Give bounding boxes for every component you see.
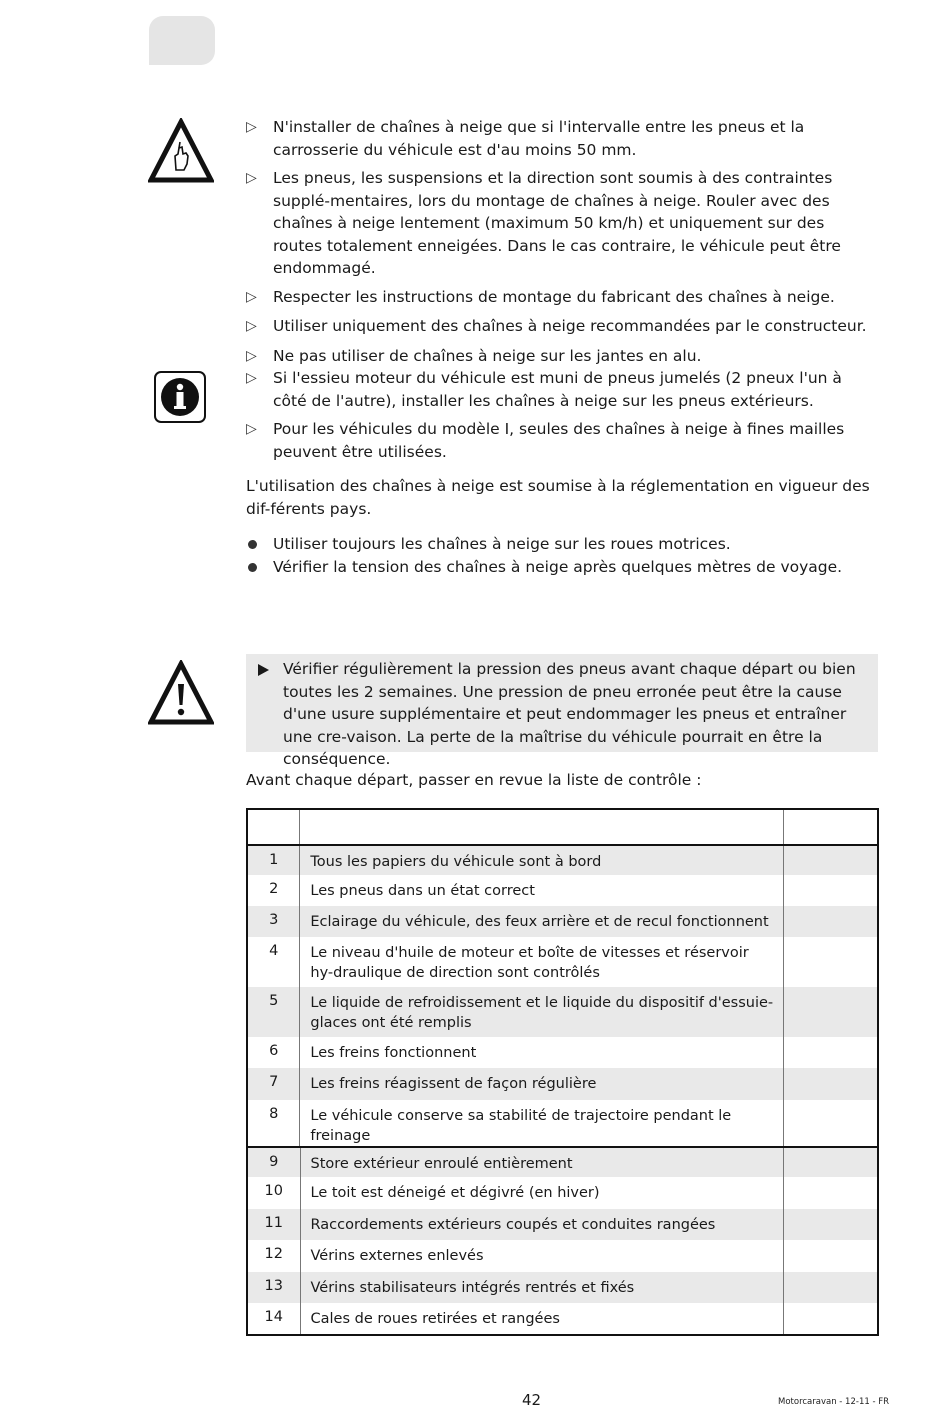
table-row: 4 Le niveau d'huile de moteur et boîte de vitesses et réservoir hy-draulique de direction sont contrôlés [247,937,878,987]
table-row: 13 Vérins stabilisateurs intégrés rentrés et fixés [247,1272,878,1303]
check-box[interactable] [784,1100,878,1147]
table-row: 9 Store extérieur enroulé entièrement [247,1147,878,1177]
exclamation-warning-icon [148,660,214,726]
document-reference: Motorcaravan - 12-11 - FR [778,1397,890,1407]
info-icon [153,370,207,424]
snow-chain-info [246,367,878,578]
checklist-table-1 [246,808,879,1148]
regulation-paragraph: L'utilisation des chaînes à neige est soumise à la réglementation en vigueur des dif-férents pays. [246,477,870,518]
list-item: ▷ Respecter les instructions de montage du fabricant des chaînes à neige. [246,287,835,306]
table-row: 10 Le toit est déneigé et dégivré (en hiver) [247,1177,878,1209]
check-box[interactable] [784,875,878,906]
table-row: 5 Le liquide de refroidissement et le liquide du dispositif d'essuie-glaces ont été remplis [247,987,878,1037]
table-row: 12 Vérins externes enlevés [247,1240,878,1272]
check-box[interactable] [784,937,878,987]
table-row: 8 Le véhicule conserve sa stabilité de trajectoire pendant le freinage [247,1100,878,1147]
table-row: 3 Eclairage du véhicule, des feux arrière et de recul fonctionnent [247,906,878,937]
check-box[interactable] [784,1240,878,1272]
list-item: ▷ Utiliser uniquement des chaînes à neige recommandées par le constructeur. [246,317,867,335]
checklist-table-2 [246,1146,879,1336]
snow-chain-warning-list [246,116,878,367]
check-box[interactable] [784,1147,878,1177]
check-box[interactable] [784,987,878,1037]
warning-text: Vérifier régulièrement la pression des pneus avant chaque départ ou bien toutes les 2 semaines. Une pression de pneu erronée peut être la cause d'une usure supplémentaire et peut endommager les pneus et entraîner une cre-vaison. La perte de la maîtrise du véhicule pourrait en être la conséquence. [258,658,873,771]
bullet-item: Vérifier la tension des chaînes à neige après quelques mètres de voyage. [246,556,878,579]
table-row: 1 Tous les papiers du véhicule sont à bord [247,845,878,875]
table-row: 7 Les freins réagissent de façon régulière [247,1068,878,1100]
hand-warning-icon [148,118,214,184]
check-box[interactable] [784,1068,878,1100]
list-item: ▷ Ne pas utiliser de chaînes à neige sur les jantes en alu. [246,346,702,365]
checklist-intro: Avant chaque départ, passer en revue la liste de contrôle : [246,771,702,789]
table-row: 11 Raccordements extérieurs coupés et conduites rangées [247,1209,878,1240]
check-box[interactable] [784,1272,878,1303]
check-box[interactable] [784,1177,878,1209]
bullet-item: Utiliser toujours les chaînes à neige sur les roues motrices. [246,533,878,556]
page-number: 42 [522,1391,542,1409]
check-box[interactable] [784,1037,878,1068]
table-row: 14 Cales de roues retirées et rangées [247,1303,878,1335]
check-box[interactable] [784,1209,878,1240]
list-item: ▷ Si l'essieu moteur du véhicule est muni de pneus jumelés (2 pneux l'un à côté de l'autre), installer les chaînes à neige sur les pneus extérieurs. [246,369,842,410]
list-item: ▷ Pour les véhicules du modèle I, seules des chaînes à neige à fines mailles peuvent être utilisées. [246,420,845,461]
list-item: ▷ N'installer de chaînes à neige que si l'intervalle entre les pneus et la carrosserie du véhicule est d'au moins 50 mm. [246,118,805,159]
table-row: 2 Les pneus dans un état correct [247,875,878,906]
table-row: 6 Les freins fonctionnent [247,1037,878,1068]
tire-pressure-warning [246,654,878,768]
check-box[interactable] [784,1303,878,1335]
chapter-tab [149,16,215,65]
check-box[interactable] [784,845,878,875]
list-item: ▷ Les pneus, les suspensions et la direction sont soumis à des contraintes supplé-mentaires, lors du montage de chaînes à neige. Rouler avec des chaînes à neige lentement (maximum 50 km/h) et uniquement sur des routes totalement enneigées. Dans le cas contraire, le véhicule peut être endommagé. [246,169,841,277]
check-box[interactable] [784,906,878,937]
